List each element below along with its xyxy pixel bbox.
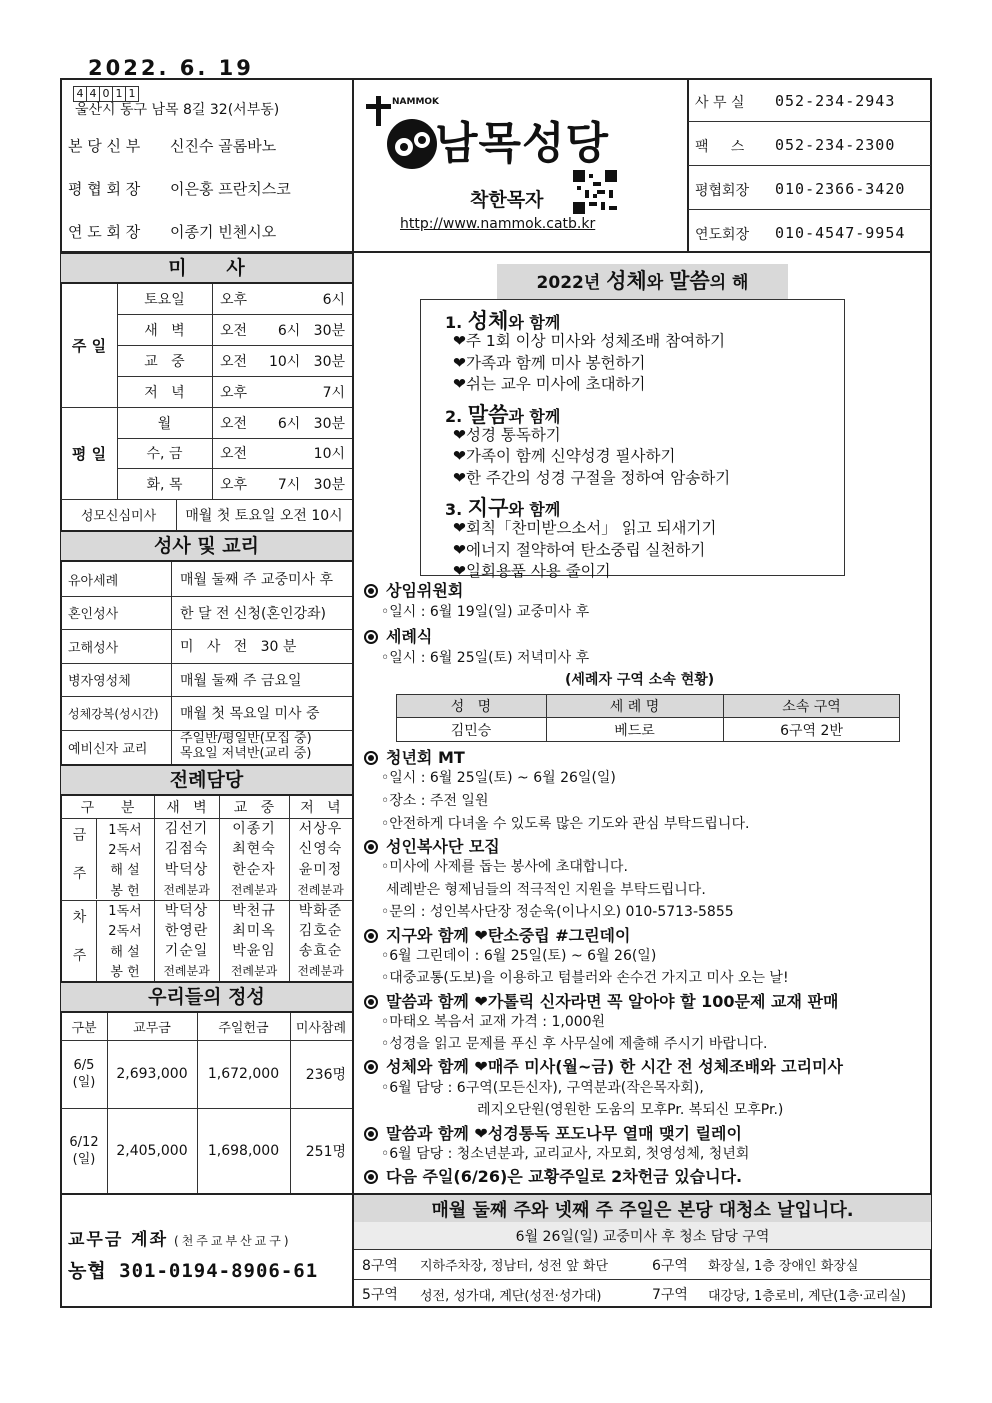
sacraments-section-title: 성사 및 교리 <box>61 530 352 562</box>
mass-day: 새 벽 <box>144 322 185 339</box>
theme-item: ❤에너지 절약하여 탄소중립 실천하기 <box>453 540 706 559</box>
contact-value: 010-4547-9954 <box>775 224 906 242</box>
mass-ampm: 오전 <box>220 322 248 339</box>
weekday-label: 평 일 <box>71 444 107 463</box>
zip-code: 4 4 0 1 1 <box>73 82 138 102</box>
baptism-caption: (세례자 구역 소속 현황) <box>565 672 715 688</box>
bullet-circle-icon <box>364 929 378 943</box>
heart-icon: ❤ <box>453 468 466 487</box>
contact-value: 052-234-2943 <box>775 92 896 110</box>
contact-label: 팩 스 <box>695 139 745 155</box>
mass-ampm: 오전 <box>220 446 248 462</box>
theme-item: ❤한 주간의 성경 구절을 정하여 암송하기 <box>453 468 731 487</box>
liturgy-cell: 기순일 <box>164 943 209 960</box>
bullet-circle-icon <box>364 1170 378 1184</box>
offering-dues: 2,693,000 <box>116 1066 188 1082</box>
baptism-cell: 김민승 <box>450 722 492 739</box>
bulletin-date: 2022. 6. 19 <box>88 56 254 80</box>
baptism-cell: 베드로 <box>614 722 655 739</box>
mass-time: 6시 30분 <box>277 322 345 339</box>
offering-header: 교무금 <box>133 1021 171 1036</box>
heart-icon: ❤ <box>453 540 466 559</box>
liturgy-cell: 전례분과 <box>297 882 344 897</box>
liturgy-cell: 윤미정 <box>298 861 343 878</box>
liturgy-cell: 김점숙 <box>164 841 209 858</box>
liturgy-cell: 전례분과 <box>297 964 344 979</box>
marian-mass-label: 성모신심미사 <box>80 509 157 524</box>
sacrament-value: 매월 둘째 주 금요일 <box>180 672 302 689</box>
contact-value: 010-2366-3420 <box>775 180 906 198</box>
theme-heading: 1. 성체와 함께 <box>445 309 561 333</box>
offering-section-title: 우리들의 정성 <box>61 981 352 1013</box>
mass-time: 6시 <box>322 292 345 308</box>
notice-line: ◦대중교통(도보)을 이용하고 텀블러와 손수건 가지고 미사 오는 날! <box>381 970 789 986</box>
offering-header: 미사참례 <box>295 1021 347 1036</box>
theme-item: ❤일회용품 사용 줄이기 <box>453 562 611 580</box>
sacrament-value: 주일반/평일반(모집 중) <box>180 731 312 746</box>
notice-line: 레지오단원(영원한 도움의 모후Pr. 복되신 모후Pr.) <box>477 1102 784 1118</box>
offering-collection: 1,698,000 <box>207 1142 280 1159</box>
baptism-cell: 6구역 2반 <box>780 722 843 739</box>
liturgy-cell: 한영란 <box>164 922 209 939</box>
bullet-circle-icon <box>364 584 378 598</box>
staff-name: 이은홍 프란치스코 <box>170 180 291 198</box>
account-label: 교무금 계좌 (천주교부산교구) <box>68 1230 292 1250</box>
notice-title: 상임위원회 <box>364 578 463 601</box>
notice-line: ◦6월 담당 : 6구역(모든신자), 구역분과(작은목자회), <box>381 1080 704 1096</box>
liturgy-header: 구 분 <box>80 800 135 816</box>
mass-day: 월 <box>157 415 172 432</box>
offering-date: 6/5 (일) <box>72 1058 96 1090</box>
liturgy-cell: 김선기 <box>164 821 209 838</box>
liturgy-cell: 전례분과 <box>163 964 210 979</box>
mass-ampm: 오전 <box>220 353 248 370</box>
offering-header: 주일헌금 <box>218 1021 269 1036</box>
cleaning-place: 성전, 성가대, 계단(성전·성가대) <box>420 1288 602 1304</box>
sacrament-label: 예비신자 교리 <box>68 741 148 757</box>
liturgy-role: 해 설 <box>110 944 140 960</box>
logo-small-text: NAMMOK <box>392 97 440 107</box>
bullet-circle-icon <box>364 1127 378 1141</box>
mass-time: 10시 30분 <box>268 353 345 370</box>
liturgy-role: 1독서 <box>108 822 142 838</box>
liturgy-cell: 송효순 <box>298 943 343 960</box>
liturgy-role: 1독서 <box>108 904 142 920</box>
liturgy-week-label: 차 주 <box>70 908 87 972</box>
theme-heading: 2. 말씀과 함께 <box>445 402 561 427</box>
sacrament-label: 혼인성사 <box>68 607 119 622</box>
heart-icon: ❤ <box>453 353 466 372</box>
mass-ampm: 오후 <box>220 384 248 401</box>
notice-title: 말씀과 함께 ❤성경통독 포도나무 열매 맺기 릴레이 <box>364 1121 742 1144</box>
offering-dues: 2,405,000 <box>116 1142 188 1159</box>
notice-line: ◦일시 : 6월 25일(토) 저녁미사 후 <box>381 650 590 666</box>
staff-role: 연 도 회 장 <box>68 223 141 241</box>
notice-title: 성체와 함께 ❤매주 미사(월~금) 한 시간 전 성체조배와 고리미사 <box>364 1054 843 1077</box>
liturgy-role: 2독서 <box>108 924 142 940</box>
theme-item: ❤가족이 함께 신약성경 필사하기 <box>453 447 676 465</box>
liturgy-header: 새 벽 <box>166 800 207 816</box>
liturgy-cell: 박윤임 <box>232 943 276 960</box>
mass-ampm: 오후 <box>220 476 248 493</box>
website-link[interactable]: http://www.nammok.catb.kr <box>400 216 596 232</box>
notice-line: ◦성경을 읽고 문제를 푸신 후 사무실에 제출해 주시기 바랍니다. <box>381 1036 768 1052</box>
offering-attendance: 236명 <box>305 1067 346 1083</box>
liturgy-cell: 신영숙 <box>298 841 343 858</box>
liturgy-header: 교 중 <box>233 800 275 816</box>
contact-label: 평협회장 <box>695 183 750 199</box>
liturgy-role: 해 설 <box>110 863 140 879</box>
liturgy-cell: 이종기 <box>232 821 276 838</box>
heart-icon: ❤ <box>453 332 466 350</box>
baptism-header: 세 례 명 <box>609 699 660 715</box>
sacrament-label: 병자영성체 <box>68 674 131 689</box>
liturgy-cell: 박덕상 <box>164 861 209 878</box>
notice-line: 세례받은 형제님들의 적극적인 지원을 부탁드립니다. <box>386 882 706 898</box>
sacrament-value: 미 사 전 30 분 <box>180 639 297 655</box>
offering-collection: 1,672,000 <box>207 1066 280 1082</box>
notice-line: ◦6월 담당 : 청소년분과, 교리교사, 자모회, 첫영성체, 청년회 <box>381 1146 750 1162</box>
notice-line: ◦마태오 복음서 교재 가격 : 1,000원 <box>381 1014 606 1030</box>
baptism-header: 성 명 <box>450 699 492 715</box>
cleaning-zone: 6구역 <box>652 1257 688 1274</box>
sacrament-label: 고해성사 <box>68 640 119 656</box>
cleaning-subtitle: 6월 26일(일) 교중미사 후 청소 담당 구역 <box>515 1228 770 1245</box>
liturgy-role: 봉 헌 <box>110 883 140 899</box>
mass-ampm: 오전 <box>220 415 248 432</box>
notice-title: 말씀과 함께 ❤가톨릭 신자라면 꼭 알아야 할 100문제 교재 판매 <box>364 989 838 1012</box>
qr-code-icon <box>573 170 617 214</box>
mass-day: 화, 목 <box>146 476 183 493</box>
cleaning-zone: 5구역 <box>362 1287 398 1303</box>
liturgy-cell: 전례분과 <box>163 882 210 897</box>
bullet-circle-icon <box>364 840 378 854</box>
theme-item: ❤가족과 함께 미사 봉헌하기 <box>453 353 646 372</box>
sacrament-value: 목요일 저녁반(교리 중) <box>180 746 312 761</box>
heart-icon: ❤ <box>453 519 466 537</box>
cleaning-title: 매월 둘째 주와 넷째 주 주일은 본당 대청소 날입니다. <box>431 1199 854 1221</box>
liturgy-header: 저 녁 <box>300 800 341 816</box>
heart-icon: ❤ <box>453 375 466 393</box>
liturgy-cell: 전례분과 <box>230 882 278 897</box>
sunday-label: 주 일 <box>71 337 107 355</box>
notice-line: ◦6월 그린데이 : 6월 25일(토) ~ 6월 26(일) <box>381 948 657 964</box>
bullet-circle-icon <box>364 751 378 765</box>
liturgy-cell: 박화준 <box>298 902 343 919</box>
heart-icon: ❤ <box>453 447 466 465</box>
offering-date: 6/12 (일) <box>69 1134 99 1167</box>
notice-line: ◦미사에 사제를 돕는 봉사에 초대합니다. <box>381 859 628 875</box>
liturgy-cell: 최현숙 <box>232 841 276 858</box>
staff-name: 이종기 빈첸시오 <box>170 223 277 241</box>
mass-day: 교 중 <box>144 353 185 370</box>
notice-title: 성인복사단 모집 <box>364 834 500 857</box>
theme-item: ❤쉬는 교우 미사에 초대하기 <box>453 375 646 393</box>
liturgy-role: 봉 헌 <box>110 965 140 981</box>
church-name: 남목성당 <box>435 118 610 169</box>
liturgy-week-label: 금 주 <box>70 827 87 890</box>
liturgy-section-title: 전례담당 <box>61 764 352 796</box>
mass-time: 10시 <box>313 446 345 462</box>
sacrament-label: 성체강복(성시간) <box>68 706 159 721</box>
theme-heading: 3. 지구와 함께 <box>445 496 561 520</box>
mass-day: 토요일 <box>144 292 185 308</box>
year-theme-title: 2022년 성체와 말씀의 해 <box>497 264 788 299</box>
notice-line: ◦장소 : 주전 일원 <box>381 793 489 809</box>
cleaning-place: 지하주차장, 정남터, 성전 앞 화단 <box>420 1259 609 1274</box>
cleaning-place: 대강당, 1층로비, 계단(1층·교리실) <box>708 1288 907 1304</box>
liturgy-cell: 전례분과 <box>230 964 278 979</box>
notice-line: ◦일시 : 6월 19일(일) 교중미사 후 <box>381 604 590 620</box>
notice-title: 다음 주일(6/26)은 교황주일로 2차헌금 있습니다. <box>364 1164 742 1187</box>
notice-line: ◦일시 : 6월 25일(토) ~ 6월 26일(일) <box>381 770 616 786</box>
heart-icon: ❤ <box>453 562 466 580</box>
mass-day: 수, 금 <box>146 446 183 462</box>
theme-item: ❤회칙「찬미받으소서」 읽고 되새기기 <box>453 519 717 537</box>
bullet-circle-icon <box>364 1060 378 1074</box>
liturgy-cell: 박덕상 <box>164 902 209 919</box>
notice-line: ◦안전하게 다녀올 수 있도록 많은 기도와 관심 부탁드립니다. <box>381 816 750 832</box>
bank-account: 농협 301-0194-8906-61 <box>68 1260 319 1282</box>
offering-attendance: 251명 <box>305 1143 346 1160</box>
liturgy-cell: 최미옥 <box>232 922 276 939</box>
staff-role: 본 당 신 부 <box>68 137 141 155</box>
liturgy-cell: 김호순 <box>298 922 343 939</box>
contact-label: 사 무 실 <box>695 95 745 111</box>
mass-time: 6시 30분 <box>277 415 345 432</box>
cleaning-place: 화장실, 1층 장애인 화장실 <box>708 1259 859 1274</box>
staff-name: 신진수 골롬바노 <box>170 137 277 155</box>
sacrament-value: 매월 둘째 주 교중미사 후 <box>180 572 334 588</box>
mass-section-title: 미 사 <box>61 252 352 284</box>
mass-time: 7시 30분 <box>277 476 345 493</box>
liturgy-role: 2독서 <box>108 842 142 858</box>
mass-ampm: 오후 <box>220 292 248 308</box>
liturgy-cell: 한순자 <box>232 861 276 878</box>
cleaning-zone: 8구역 <box>362 1257 398 1274</box>
theme-item: ❤성경 통독하기 <box>453 425 561 444</box>
notice-line: ◦문의 : 성인복사단장 정순욱(이나시오) 010-5713-5855 <box>381 904 734 920</box>
contact-value: 052-234-2300 <box>775 136 896 154</box>
theme-item: ❤주 1회 이상 미사와 성체조배 참여하기 <box>453 332 726 350</box>
heart-icon: ❤ <box>453 425 466 444</box>
bullet-circle-icon <box>364 995 378 1009</box>
motto: 착한목자 <box>470 189 544 211</box>
contact-label: 연도회장 <box>695 227 750 243</box>
offering-header: 구분 <box>71 1021 97 1036</box>
liturgy-cell: 서상우 <box>298 821 343 838</box>
baptism-header: 소속 구역 <box>782 699 841 715</box>
sacrament-value: 한 달 전 신청(혼인강좌) <box>180 605 326 622</box>
sacrament-label: 유아세례 <box>68 573 119 589</box>
address: 울산시 동구 남목 8길 32(서부동) <box>75 102 280 118</box>
mass-time: 7시 <box>322 384 345 401</box>
marian-mass-value: 매월 첫 토요일 오전 10시 <box>185 507 343 524</box>
mass-day: 저 녁 <box>144 384 185 401</box>
sacrament-value: 매월 첫 목요일 미사 중 <box>180 706 320 722</box>
notice-title: 세례식 <box>364 624 432 647</box>
bullet-circle-icon <box>364 630 378 644</box>
cleaning-zone: 7구역 <box>652 1287 688 1303</box>
liturgy-cell: 박천규 <box>232 902 276 919</box>
staff-role: 평 협 회 장 <box>68 180 141 198</box>
notice-title: 지구와 함께 ❤탄소중립 #그린데이 <box>364 923 630 946</box>
notice-title: 청년회 MT <box>364 745 465 768</box>
